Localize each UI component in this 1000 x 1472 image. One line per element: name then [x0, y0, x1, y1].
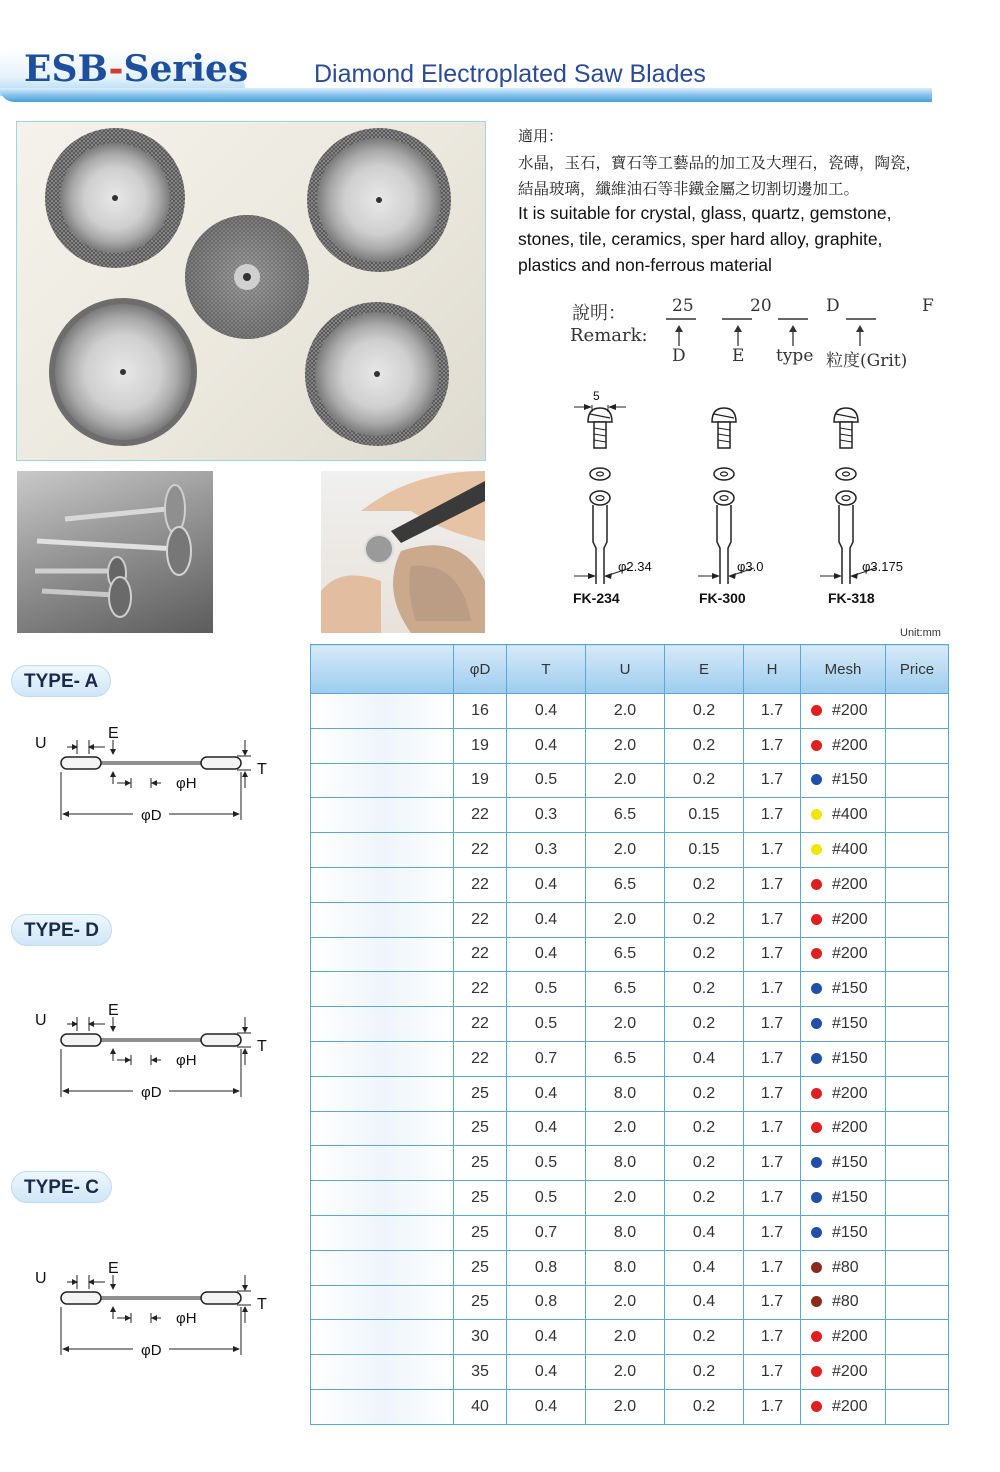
cell-t: 0.4 [507, 694, 586, 729]
cell-mesh [801, 1389, 886, 1424]
cell-t: 0.5 [507, 1007, 586, 1042]
mesh-value: #150 [832, 1049, 868, 1067]
table-row [311, 1041, 949, 1076]
type-d-e-label: E [108, 1002, 119, 1019]
cell-e: 0.2 [665, 1181, 744, 1216]
cell-price [886, 694, 949, 729]
cell-u: 6.5 [586, 1041, 665, 1076]
table-row [311, 972, 949, 1007]
cell-h: 1.7 [744, 902, 801, 937]
cell-e: 0.15 [665, 833, 744, 868]
row-blank-cell [311, 1215, 454, 1250]
mesh-color-dot-icon [811, 914, 822, 925]
cell-price [886, 1389, 949, 1424]
mounted-blades-photo [17, 471, 213, 633]
cell-price [886, 902, 949, 937]
mesh-color-dot-icon [811, 774, 822, 785]
row-blank-cell [311, 1250, 454, 1285]
remark-code-grit: F [922, 296, 934, 316]
table-header-row [311, 645, 949, 694]
row-blank-cell [311, 694, 454, 729]
cell-price [886, 1355, 949, 1390]
cell-d: 25 [454, 1215, 507, 1250]
cell-price [886, 1250, 949, 1285]
cell-u: 2.0 [586, 763, 665, 798]
cell-d: 22 [454, 972, 507, 1007]
table-row [311, 763, 949, 798]
row-blank-cell [311, 1181, 454, 1216]
cell-d: 22 [454, 867, 507, 902]
cell-price [886, 728, 949, 763]
cell-mesh [801, 1111, 886, 1146]
type-c-badge: TYPE- C [11, 1171, 112, 1203]
mounted-blades-image [17, 471, 213, 633]
cell-mesh [801, 833, 886, 868]
mesh-color-dot-icon [811, 1366, 822, 1377]
row-blank-cell [311, 1076, 454, 1111]
cell-price [886, 763, 949, 798]
type-a-d-label: φD [141, 807, 162, 824]
mesh-value: #150 [832, 1223, 868, 1241]
cell-h: 1.7 [744, 972, 801, 1007]
cell-price [886, 1146, 949, 1181]
type-c-h-label: φH [176, 1310, 197, 1327]
mesh-color-dot-icon [811, 1331, 822, 1342]
type-c-t-label: T [257, 1296, 267, 1313]
table-row [311, 902, 949, 937]
cell-t: 0.7 [507, 1215, 586, 1250]
table-row [311, 1215, 949, 1250]
cell-t: 0.5 [507, 1146, 586, 1181]
row-blank-cell [311, 728, 454, 763]
cell-h: 1.7 [744, 1389, 801, 1424]
cell-e: 0.4 [665, 1250, 744, 1285]
blades-photo [16, 121, 486, 461]
type-a-e-label: E [108, 725, 119, 742]
mesh-value: #150 [832, 771, 868, 789]
hand-tool-photo [321, 471, 485, 633]
cell-h: 1.7 [744, 1355, 801, 1390]
cell-u: 8.0 [586, 1215, 665, 1250]
table-row [311, 1181, 949, 1216]
mesh-value: #80 [832, 1293, 859, 1311]
type-a-t-label: T [257, 761, 267, 778]
cell-h: 1.7 [744, 937, 801, 972]
cell-h: 1.7 [744, 1215, 801, 1250]
cell-h: 1.7 [744, 798, 801, 833]
mesh-value: #200 [832, 736, 868, 754]
type-c-d-label: φD [141, 1342, 162, 1359]
cell-e: 0.2 [665, 1146, 744, 1181]
cell-u: 2.0 [586, 1389, 665, 1424]
cell-d: 22 [454, 937, 507, 972]
mandrel-fk234-dia: φ2.34 [618, 559, 652, 574]
header-price: Price [886, 645, 949, 694]
mesh-value: #80 [832, 1258, 859, 1276]
mesh-color-dot-icon [811, 1157, 822, 1168]
mesh-color-dot-icon [811, 1088, 822, 1099]
cell-t: 0.4 [507, 1355, 586, 1390]
cell-e: 0.2 [665, 1355, 744, 1390]
cell-e: 0.15 [665, 798, 744, 833]
cell-d: 25 [454, 1250, 507, 1285]
saw-blades-image [17, 122, 485, 460]
table-row [311, 1355, 949, 1390]
mandrels-drawing [560, 388, 940, 588]
mandrel-fk318-dia: φ3.175 [862, 559, 903, 574]
cell-mesh [801, 728, 886, 763]
remark-legend-d: D [672, 346, 686, 366]
cell-h: 1.7 [744, 763, 801, 798]
row-blank-cell [311, 1389, 454, 1424]
cell-u: 2.0 [586, 694, 665, 729]
cell-price [886, 1320, 949, 1355]
cell-price [886, 972, 949, 1007]
mesh-value: #400 [832, 841, 868, 859]
header-mesh: Mesh [801, 645, 886, 694]
cell-mesh [801, 972, 886, 1007]
cell-u: 2.0 [586, 1285, 665, 1320]
cell-t: 0.4 [507, 1320, 586, 1355]
cell-d: 22 [454, 1007, 507, 1042]
cell-e: 0.2 [665, 1111, 744, 1146]
cell-price [886, 833, 949, 868]
cell-t: 0.8 [507, 1250, 586, 1285]
cell-d: 25 [454, 1111, 507, 1146]
usage-line1-zh: 水晶，玉石，寶石等工藝品的加工及大理石，瓷磚，陶瓷， [518, 154, 922, 172]
remark-code-type: D [826, 296, 840, 316]
remark-legend-e: E [732, 346, 745, 366]
cell-mesh [801, 1215, 886, 1250]
remark-label-en: Remark: [570, 325, 648, 346]
cell-price [886, 1076, 949, 1111]
cell-mesh [801, 867, 886, 902]
row-blank-cell [311, 833, 454, 868]
cell-d: 30 [454, 1320, 507, 1355]
cell-mesh [801, 1181, 886, 1216]
page-title: Diamond Electroplated Saw Blades [314, 60, 706, 88]
cell-u: 8.0 [586, 1076, 665, 1111]
mesh-color-dot-icon [811, 879, 822, 890]
table-row [311, 1007, 949, 1042]
table-row [311, 1285, 949, 1320]
header-t: T [507, 645, 586, 694]
cell-d: 25 [454, 1181, 507, 1216]
cell-u: 2.0 [586, 728, 665, 763]
type-c-e-label: E [108, 1260, 119, 1277]
remark-code-d: 25 [672, 296, 694, 316]
table-row [311, 1250, 949, 1285]
cell-t: 0.3 [507, 833, 586, 868]
mandrel-fk234-name: FK-234 [573, 590, 620, 606]
cell-u: 2.0 [586, 1320, 665, 1355]
header-blank [311, 645, 454, 694]
cell-h: 1.7 [744, 1146, 801, 1181]
unit-label: Unit:mm [900, 627, 941, 639]
row-blank-cell [311, 1285, 454, 1320]
row-blank-cell [311, 867, 454, 902]
mesh-value: #200 [832, 701, 868, 719]
cell-t: 0.4 [507, 1076, 586, 1111]
type-d-badge: TYPE- D [11, 914, 112, 946]
mesh-color-dot-icon [811, 1296, 822, 1307]
cell-h: 1.7 [744, 1285, 801, 1320]
row-blank-cell [311, 1355, 454, 1390]
cell-mesh [801, 902, 886, 937]
cell-e: 0.2 [665, 728, 744, 763]
cell-u: 2.0 [586, 1007, 665, 1042]
type-d-t-label: T [257, 1038, 267, 1055]
usage-line2-en: stones, tile, ceramics, sper hard alloy, graphite, [518, 229, 883, 249]
mesh-color-dot-icon [811, 1053, 822, 1064]
cell-mesh [801, 763, 886, 798]
cell-u: 2.0 [586, 902, 665, 937]
mesh-color-dot-icon [811, 1122, 822, 1133]
remark-code-e: 20 [750, 296, 772, 316]
mesh-color-dot-icon [811, 1192, 822, 1203]
table-row [311, 1389, 949, 1424]
cell-t: 0.7 [507, 1041, 586, 1076]
row-blank-cell [311, 1111, 454, 1146]
cell-e: 0.2 [665, 1076, 744, 1111]
cell-h: 1.7 [744, 833, 801, 868]
table-row [311, 1320, 949, 1355]
cell-price [886, 1181, 949, 1216]
cell-price [886, 1007, 949, 1042]
cell-price [886, 1041, 949, 1076]
cell-mesh [801, 798, 886, 833]
mesh-value: #200 [832, 1084, 868, 1102]
cell-t: 0.4 [507, 1389, 586, 1424]
usage-line2-zh: 結晶玻璃，纖維油石等非鐵金屬之切割切邊加工。 [518, 180, 860, 198]
type-a-h-label: φH [176, 775, 197, 792]
cell-e: 0.2 [665, 1320, 744, 1355]
header-d: φD [454, 645, 507, 694]
mesh-value: #200 [832, 910, 868, 928]
cell-u: 6.5 [586, 972, 665, 1007]
usage-line3-en: plastics and non-ferrous material [518, 255, 772, 275]
mandrel-fk318-name: FK-318 [828, 590, 875, 606]
mesh-value: #200 [832, 1119, 868, 1137]
cell-u: 2.0 [586, 1355, 665, 1390]
cell-e: 0.2 [665, 763, 744, 798]
cell-mesh [801, 1250, 886, 1285]
cell-h: 1.7 [744, 1320, 801, 1355]
mesh-color-dot-icon [811, 705, 822, 716]
table-row [311, 833, 949, 868]
mesh-color-dot-icon [811, 844, 822, 855]
mesh-value: #150 [832, 980, 868, 998]
cell-d: 22 [454, 902, 507, 937]
cell-u: 8.0 [586, 1146, 665, 1181]
type-c-u-label: U [35, 1270, 47, 1287]
hand-tool-image [321, 471, 485, 633]
row-blank-cell [311, 902, 454, 937]
cell-u: 2.0 [586, 1181, 665, 1216]
row-blank-cell [311, 937, 454, 972]
row-blank-cell [311, 798, 454, 833]
table-row [311, 867, 949, 902]
mandrel-fk300-name: FK-300 [699, 590, 746, 606]
row-blank-cell [311, 1041, 454, 1076]
cell-u: 2.0 [586, 1111, 665, 1146]
mesh-value: #200 [832, 1363, 868, 1381]
cell-mesh [801, 1041, 886, 1076]
mesh-color-dot-icon [811, 1262, 822, 1273]
cell-e: 0.2 [665, 694, 744, 729]
type-a-u-label: U [35, 735, 47, 752]
cell-u: 6.5 [586, 937, 665, 972]
cell-t: 0.5 [507, 763, 586, 798]
header-e: E [665, 645, 744, 694]
cell-e: 0.2 [665, 1389, 744, 1424]
cell-d: 25 [454, 1076, 507, 1111]
mesh-value: #150 [832, 1015, 868, 1033]
type-a-badge: TYPE- A [11, 665, 111, 697]
header-h: H [744, 645, 801, 694]
cell-mesh [801, 1320, 886, 1355]
mesh-value: #200 [832, 875, 868, 893]
cell-e: 0.2 [665, 1007, 744, 1042]
cell-e: 0.2 [665, 902, 744, 937]
spec-table [310, 644, 949, 1425]
cell-mesh [801, 694, 886, 729]
cell-d: 40 [454, 1389, 507, 1424]
cell-t: 0.5 [507, 1181, 586, 1216]
cell-price [886, 1215, 949, 1250]
type-d-h-label: φH [176, 1052, 197, 1069]
mesh-value: #200 [832, 945, 868, 963]
cell-d: 19 [454, 728, 507, 763]
mesh-value: #150 [832, 1154, 868, 1172]
cell-d: 22 [454, 833, 507, 868]
cell-price [886, 1285, 949, 1320]
mesh-color-dot-icon [811, 983, 822, 994]
table-row [311, 1111, 949, 1146]
cell-h: 1.7 [744, 1076, 801, 1111]
usage-label-zh: 適用： [518, 127, 564, 145]
remark-arrows [660, 316, 890, 350]
cell-h: 1.7 [744, 1111, 801, 1146]
mandrel-width-label: 5 [593, 389, 600, 403]
type-d-u-label: U [35, 1012, 47, 1029]
remark-legend-grit: 粒度(Grit) [826, 351, 908, 371]
cell-mesh [801, 1146, 886, 1181]
cell-h: 1.7 [744, 728, 801, 763]
table-row [311, 694, 949, 729]
mesh-value: #400 [832, 806, 868, 824]
cell-mesh [801, 1076, 886, 1111]
header-bar [0, 88, 932, 102]
mesh-value: #150 [832, 1189, 868, 1207]
cell-price [886, 867, 949, 902]
cell-e: 0.2 [665, 937, 744, 972]
cell-u: 8.0 [586, 1250, 665, 1285]
cell-t: 0.4 [507, 902, 586, 937]
type-d-d-label: φD [141, 1084, 162, 1101]
mesh-color-dot-icon [811, 1227, 822, 1238]
cell-e: 0.4 [665, 1285, 744, 1320]
mesh-color-dot-icon [811, 948, 822, 959]
cell-t: 0.5 [507, 972, 586, 1007]
cell-h: 1.7 [744, 867, 801, 902]
mandrel-fk300-dia: φ3.0 [737, 559, 764, 574]
cell-h: 1.7 [744, 1250, 801, 1285]
cell-t: 0.4 [507, 728, 586, 763]
cell-mesh [801, 1007, 886, 1042]
cell-h: 1.7 [744, 1181, 801, 1216]
row-blank-cell [311, 1007, 454, 1042]
mesh-value: #200 [832, 1397, 868, 1415]
cell-t: 0.4 [507, 937, 586, 972]
remark-label-zh: 說明： [572, 303, 626, 324]
cell-e: 0.2 [665, 867, 744, 902]
cell-d: 22 [454, 798, 507, 833]
cell-u: 6.5 [586, 867, 665, 902]
cell-t: 0.3 [507, 798, 586, 833]
cell-price [886, 1111, 949, 1146]
cell-d: 19 [454, 763, 507, 798]
cell-e: 0.4 [665, 1041, 744, 1076]
cell-t: 0.8 [507, 1285, 586, 1320]
cell-mesh [801, 1285, 886, 1320]
cell-d: 22 [454, 1041, 507, 1076]
cell-price [886, 937, 949, 972]
cell-h: 1.7 [744, 694, 801, 729]
cell-d: 16 [454, 694, 507, 729]
mesh-color-dot-icon [811, 1018, 822, 1029]
cell-u: 6.5 [586, 798, 665, 833]
mesh-color-dot-icon [811, 1401, 822, 1412]
remark-legend-type: type [776, 346, 814, 366]
table-row [311, 937, 949, 972]
cell-h: 1.7 [744, 1007, 801, 1042]
cell-e: 0.4 [665, 1215, 744, 1250]
table-row [311, 728, 949, 763]
cell-t: 0.4 [507, 1111, 586, 1146]
cell-e: 0.2 [665, 972, 744, 1007]
header-u: U [586, 645, 665, 694]
cell-mesh [801, 1355, 886, 1390]
cell-t: 0.4 [507, 867, 586, 902]
mesh-color-dot-icon [811, 740, 822, 751]
cell-u: 2.0 [586, 833, 665, 868]
table-row [311, 1076, 949, 1111]
cell-d: 35 [454, 1355, 507, 1390]
series-title: ESB-Series [24, 48, 249, 90]
cell-mesh [801, 937, 886, 972]
table-row [311, 1146, 949, 1181]
row-blank-cell [311, 1146, 454, 1181]
usage-line1-en: It is suitable for crystal, glass, quartz, gemstone, [518, 203, 892, 223]
table-row [311, 798, 949, 833]
cell-price [886, 798, 949, 833]
row-blank-cell [311, 763, 454, 798]
cell-d: 25 [454, 1285, 507, 1320]
row-blank-cell [311, 972, 454, 1007]
mesh-value: #200 [832, 1328, 868, 1346]
mesh-color-dot-icon [811, 809, 822, 820]
row-blank-cell [311, 1320, 454, 1355]
cell-d: 25 [454, 1146, 507, 1181]
cell-h: 1.7 [744, 1041, 801, 1076]
